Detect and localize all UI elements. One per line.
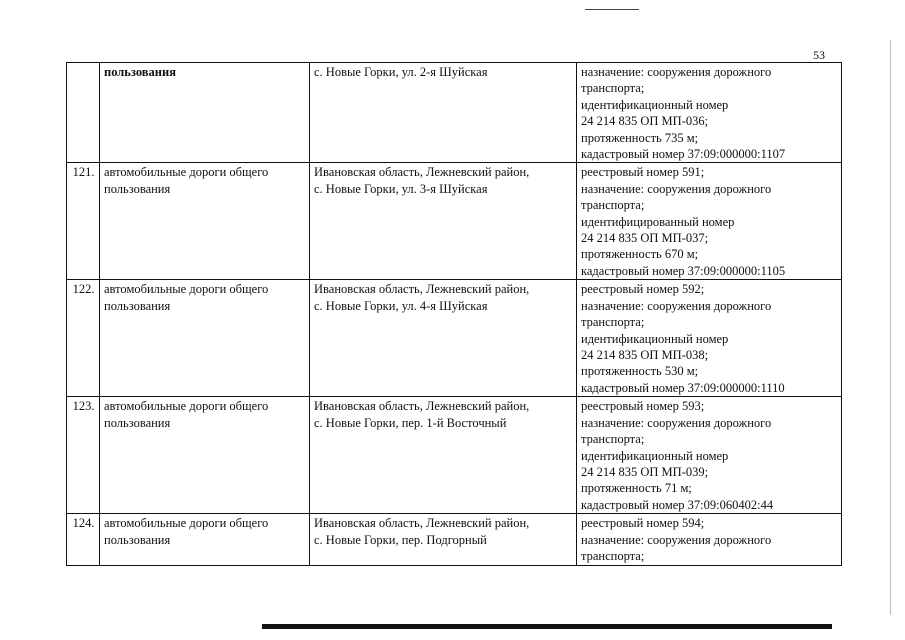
details-cell	[577, 397, 842, 514]
detail-line: назначение: сооружения дорожного	[581, 181, 772, 196]
object-name-cell	[100, 280, 310, 397]
object-name-line: автомобильные дороги общего	[104, 516, 269, 531]
detail-line: назначение: сооружения дорожного	[581, 532, 772, 547]
object-name-line: пользования	[104, 532, 171, 547]
row-number: 123.	[67, 397, 100, 514]
details-cell	[577, 280, 842, 397]
row-number: 121.	[67, 163, 100, 280]
address-line: Ивановская область, Лежневский район,	[314, 282, 530, 297]
scan-edge-mark	[890, 40, 891, 615]
address-cell	[310, 280, 577, 397]
detail-line: кадастровый номер 37:09:000000:1110	[581, 380, 785, 395]
detail-line: 24 214 835 ОП МП-038;	[581, 348, 709, 363]
detail-line: протяженность 530 м;	[581, 364, 699, 379]
object-name-line: пользования	[104, 298, 171, 313]
detail-line: реестровый номер 591;	[581, 165, 705, 180]
object-name-line: автомобильные дороги общего	[104, 165, 269, 180]
detail-line: протяженность 670 м;	[581, 247, 699, 262]
address-line: Ивановская область, Лежневский район,	[314, 516, 530, 531]
detail-line: транспорта;	[581, 198, 645, 213]
detail-line: назначение: сооружения дорожного	[581, 65, 772, 79]
row-number: 122.	[67, 280, 100, 397]
detail-line: 24 214 835 ОП МП-037;	[581, 231, 709, 246]
table-row	[67, 280, 842, 397]
object-name-line: пользования	[104, 65, 176, 79]
detail-line: идентификационный номер	[581, 97, 729, 112]
details-cell	[577, 63, 842, 163]
detail-line: назначение: сооружения дорожного	[581, 415, 772, 430]
detail-line: транспорта;	[581, 81, 645, 96]
object-name-line: автомобильные дороги общего	[104, 282, 269, 297]
detail-line: 24 214 835 ОП МП-039;	[581, 465, 709, 480]
address-line: с. Новые Горки, пер. Подгорный	[314, 532, 487, 547]
table-row	[67, 514, 842, 565]
registry-table	[66, 62, 842, 566]
address-line: с. Новые Горки, ул. 2-я Шуйская	[314, 65, 488, 79]
table-row	[67, 397, 842, 514]
address-line: с. Новые Горки, ул. 4-я Шуйская	[314, 298, 488, 313]
object-name-line: пользования	[104, 415, 171, 430]
details-cell	[577, 163, 842, 280]
object-name-cell	[100, 514, 310, 565]
detail-line: идентификационный номер	[581, 331, 729, 346]
detail-line: назначение: сооружения дорожного	[581, 298, 772, 313]
address-line: Ивановская область, Лежневский район,	[314, 165, 530, 180]
detail-line: 24 214 835 ОП МП-036;	[581, 114, 709, 129]
bottom-scan-bar	[262, 624, 832, 629]
table-row	[67, 163, 842, 280]
detail-line: реестровый номер 592;	[581, 282, 705, 297]
object-name-line: автомобильные дороги общего	[104, 399, 269, 414]
detail-line: транспорта;	[581, 315, 645, 330]
row-number	[67, 63, 100, 163]
detail-line: идентификационный номер	[581, 448, 729, 463]
detail-line: кадастровый номер 37:09:000000:1107	[581, 147, 786, 162]
address-cell	[310, 514, 577, 565]
object-name-cell	[100, 63, 310, 163]
address-cell	[310, 397, 577, 514]
detail-line: транспорта;	[581, 432, 645, 447]
address-cell	[310, 63, 577, 163]
object-name-cell	[100, 163, 310, 280]
top-rule	[585, 9, 639, 10]
page-number: 53	[813, 48, 825, 62]
detail-line: идентифицированный номер	[581, 214, 735, 229]
details-cell	[577, 514, 842, 565]
row-number: 124.	[67, 514, 100, 565]
table-row	[67, 63, 842, 163]
detail-line: кадастровый номер 37:09:000000:1105	[581, 263, 786, 278]
address-line: с. Новые Горки, ул. 3-я Шуйская	[314, 181, 488, 196]
address-line: Ивановская область, Лежневский район,	[314, 399, 530, 414]
object-name-cell	[100, 397, 310, 514]
address-cell	[310, 163, 577, 280]
detail-line: транспорта;	[581, 549, 645, 564]
detail-line: кадастровый номер 37:09:060402:44	[581, 497, 774, 512]
detail-line: реестровый номер 594;	[581, 516, 705, 531]
detail-line: протяженность 735 м;	[581, 130, 699, 145]
detail-line: протяженность 71 м;	[581, 481, 692, 496]
detail-line: реестровый номер 593;	[581, 399, 705, 414]
object-name-line: пользования	[104, 181, 171, 196]
address-line: с. Новые Горки, пер. 1-й Восточный	[314, 415, 507, 430]
